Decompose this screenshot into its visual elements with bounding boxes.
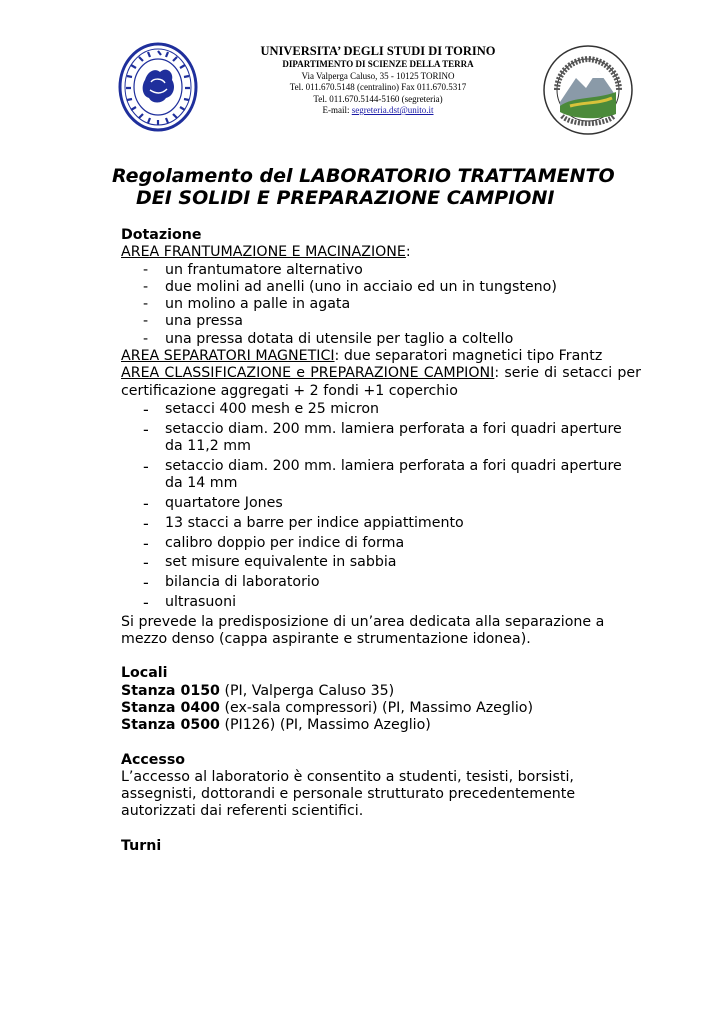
dotazione-section <box>121 227 641 648</box>
list-item: - ultrasuoni <box>121 594 641 611</box>
area-frantumazione <box>121 244 641 261</box>
area-classificazione-text: : serie di setacci per certificazione aggregati + 2 fondi +1 coperchio <box>121 365 641 399</box>
dotazione-heading: Dotazione <box>121 227 202 243</box>
university-seal-logo <box>118 42 198 132</box>
locali-heading: Locali <box>121 665 168 682</box>
letterhead-text <box>230 44 526 117</box>
phone-fax: Tel. 011.670.5148 (centralino) Fax 011.670.5317 <box>289 82 467 92</box>
room-detail: (PI, Valperga Caluso 35) <box>219 682 395 699</box>
room-name: Stanza 0500 <box>121 717 220 734</box>
title-line-1: Regolamento del LABORATORIO TRATTAMENTO <box>112 165 615 187</box>
area-frantumazione-suffix: : <box>405 244 411 261</box>
list-item: - setacci 400 mesh e 25 micron <box>121 401 641 418</box>
address: Via Valperga Caluso, 35 - 10125 TORINO <box>301 70 455 81</box>
area-separatori <box>121 348 641 365</box>
dotazione-note: Si prevede la predisposizione di un’area dedicata alla separazione a mezzo denso (cappa aspirante e strumentazione idonea). <box>121 613 605 648</box>
room-row <box>121 717 641 734</box>
email-label: E-mail: <box>322 105 352 115</box>
email-link[interactable]: segreteria.dst@unito.it <box>351 105 434 115</box>
area-classificazione-label: AREA CLASSIFICAZIONE e PREPARAZIONE CAMPIONI <box>121 365 495 382</box>
room-name: Stanza 0400 <box>121 699 220 716</box>
title-line-2: DEI SOLIDI E PREPARAZIONE CAMPIONI <box>136 187 555 209</box>
document-body <box>121 227 641 855</box>
area-frantumazione-list <box>121 262 641 348</box>
turni-heading: Turni <box>121 837 162 854</box>
list-item: - una pressa <box>121 313 641 330</box>
accesso-section <box>121 752 641 821</box>
room-detail: (ex-sala compressori) (PI, Massimo Azeglio) <box>219 699 533 716</box>
document-title <box>112 165 672 209</box>
turni-section <box>121 838 641 855</box>
list-item: - set misure equivalente in sabbia <box>121 554 641 571</box>
department-name: DIPARTIMENTO DI SCIENZE DELLA TERRA <box>282 59 474 69</box>
list-item: - setaccio diam. 200 mm. lamiera perforata a fori quadri aperture da 14 mm <box>121 458 641 493</box>
list-item: - bilancia di laboratorio <box>121 574 641 591</box>
letterhead <box>0 0 724 140</box>
locali-section <box>121 665 641 734</box>
department-seal-logo <box>540 44 636 136</box>
room-row <box>121 683 641 700</box>
list-item: - 13 stacci a barre per indice appiattimento <box>121 515 641 532</box>
list-item: - setaccio diam. 200 mm. lamiera perforata a fori quadri aperture da 11,2 mm <box>121 421 641 456</box>
list-item: - un frantumatore alternativo <box>121 262 641 279</box>
room-row <box>121 700 641 717</box>
phone-secretary: Tel. 011.670.5144-5160 (segreteria) <box>313 93 443 104</box>
area-classificazione <box>121 365 641 400</box>
room-name: Stanza 0150 <box>121 682 220 699</box>
accesso-heading: Accesso <box>121 751 186 768</box>
university-name: UNIVERSITA’ DEGLI STUDI DI TORINO <box>260 44 496 58</box>
list-item: - un molino a palle in agata <box>121 296 641 313</box>
area-classificazione-list <box>121 401 641 611</box>
area-frantumazione-label: AREA FRANTUMAZIONE E MACINAZIONE <box>121 244 406 261</box>
area-separatori-label: AREA SEPARATORI MAGNETICI <box>121 348 335 365</box>
room-detail: (PI126) (PI, Massimo Azeglio) <box>219 717 431 734</box>
list-item: - due molini ad anelli (uno in acciaio ed un in tungsteno) <box>121 279 641 296</box>
area-separatori-text: : due separatori magnetici tipo Frantz <box>334 348 603 365</box>
list-item: - quartatore Jones <box>121 495 641 512</box>
accesso-text: L’accesso al laboratorio è consentito a studenti, tesisti, borsisti, assegnisti, dottorandi e personale strutturato precedentemente autorizzati dai referenti scientifici. <box>121 768 576 820</box>
list-item: - calibro doppio per indice di forma <box>121 535 641 552</box>
list-item: - una pressa dotata di utensile per taglio a coltello <box>121 331 641 348</box>
email-line <box>230 105 526 117</box>
